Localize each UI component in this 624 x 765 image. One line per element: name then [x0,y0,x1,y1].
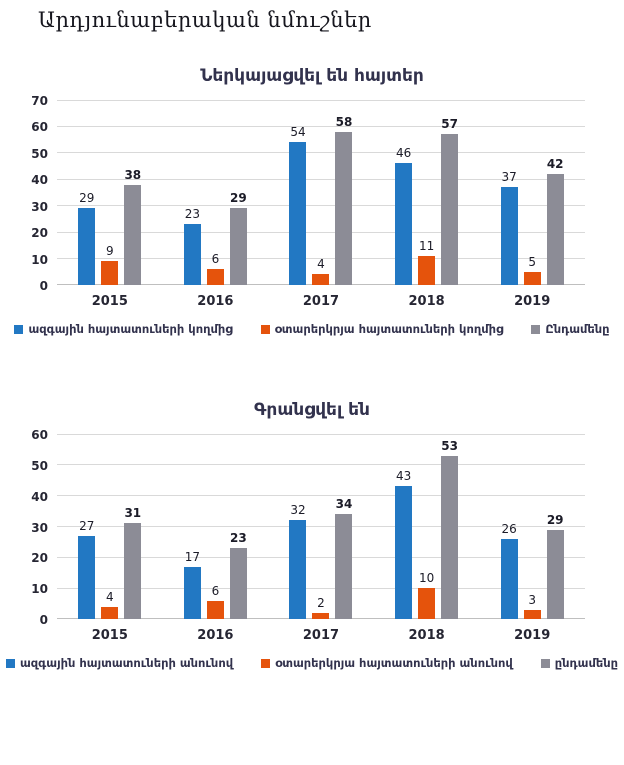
page-title: Արդյունաբերական նմուշներ [38,8,372,32]
bar-group-2016 [184,191,247,285]
bar-with-label [441,439,458,619]
x-axis-label-2019: 2019 [514,294,551,309]
x-axis-label-2015: 2015 [91,628,128,643]
bar-value-label: 10 [418,571,435,586]
y-axis-tick-label: 10 [31,252,48,267]
legend-registered [0,656,624,670]
legend-applications [0,322,624,336]
bar-value-label: 38 [124,167,142,182]
bar-with-label [230,191,247,285]
legend-label: օտարերկրյա հայտատուների կողմից [274,322,504,336]
bar [501,539,518,619]
bar [335,514,352,619]
x-axis-label-2019: 2019 [514,628,551,643]
x-axis-label-2016: 2016 [197,628,234,643]
y-axis-tick-label: 0 [39,279,48,293]
bar-value-label: 53 [441,438,458,453]
bar-value-label: 5 [528,254,536,269]
chart-applications-filed [0,66,624,336]
bar-group-2015 [78,506,141,619]
bar [207,601,224,620]
bar-with-label [101,590,118,619]
y-axis-tick-label: 40 [31,173,48,188]
bar-value-label: 29 [79,191,95,206]
bar [524,272,541,285]
y-axis-tick-label: 70 [31,94,48,108]
bar-value-label: 46 [395,146,412,161]
legend-swatch-icon [541,659,550,668]
bar [184,567,201,619]
gridline [57,495,585,496]
bar [101,607,118,619]
bar-value-label: 2 [317,595,325,610]
bar [289,142,306,285]
legend-swatch-icon [531,325,540,334]
bar-with-label [124,506,141,619]
bar-with-label [184,207,201,285]
bar-value-label: 4 [317,257,325,272]
bar-value-label: 37 [501,170,517,185]
gridline [57,434,585,435]
bar-with-label [501,170,518,285]
legend-item [261,322,504,336]
legend-item [6,656,233,670]
bar-group-2018 [395,117,458,285]
bar [441,134,458,285]
bar-group-2018 [395,439,458,619]
bar-with-label [289,503,306,619]
bar [101,261,118,285]
bar [524,610,541,619]
bar-with-label [78,519,95,619]
bar-with-label [312,257,329,285]
bar [312,274,329,285]
bar-value-label: 4 [105,589,114,604]
y-axis-tick-label: 30 [31,199,48,214]
bar-with-label [501,522,518,619]
x-axis-label-2017: 2017 [302,294,340,309]
bar [78,208,95,285]
bar-value-label: 27 [79,518,95,533]
bar-with-label [524,255,541,285]
bar-group-2019 [501,513,564,619]
bar-value-label: 6 [211,252,220,267]
bar-value-label: 31 [124,506,142,521]
legend-label: Ընդամենը [545,322,610,336]
y-axis-tick-label: 60 [31,120,48,135]
bar-with-label [418,239,435,285]
bar [441,456,458,619]
bar-value-label: 34 [335,497,353,512]
bar [335,132,352,285]
legend-item [541,656,618,670]
bar [418,256,435,285]
bar [184,224,201,285]
bar-group-2017 [289,497,352,619]
bar-value-label: 3 [528,592,536,607]
y-axis-tick-label: 20 [31,551,48,566]
bar-with-label [335,115,352,285]
bar [230,548,247,619]
bar [547,174,564,285]
bar-with-label [395,469,412,619]
bar [395,486,412,619]
bar-with-label [289,125,306,285]
legend-label: ընդամենը [554,656,618,670]
bar-value-label: 54 [290,125,306,140]
x-axis-label-2018: 2018 [408,294,445,309]
bar-with-label [524,593,541,619]
bar [124,185,141,285]
bar-value-label: 57 [441,117,458,132]
gridline [57,100,585,101]
bar-with-label [184,550,201,619]
bar-group-2017 [289,115,352,285]
legend-swatch-icon [261,659,270,668]
bar-group-2016 [184,531,247,619]
bar [78,536,95,619]
bar [124,523,141,619]
bar-with-label [78,191,95,285]
x-axis-label-2015: 2015 [91,294,128,309]
y-axis-tick-label: 10 [31,582,48,597]
bar [289,520,306,619]
bar-value-label: 26 [501,521,517,536]
bar-group-2015 [78,168,141,285]
bar-with-label [207,252,224,285]
legend-swatch-icon [14,325,23,334]
bar [501,187,518,285]
chart-title-registered: Գրանցվել են [254,400,370,420]
x-axis-label-2017: 2017 [302,628,340,643]
plot-area-registered [31,428,585,627]
bar-value-label: 11 [418,238,435,253]
y-axis-tick-label: 40 [31,489,48,504]
bar-with-label [547,513,564,619]
chart-registered [0,400,624,670]
x-axis-labels-registered [57,619,585,643]
y-axis-tick-label: 60 [31,428,48,442]
bar [418,588,435,619]
y-axis-tick-label: 50 [31,458,48,473]
bar-value-label: 9 [105,244,114,259]
bar-group-2019 [501,157,564,285]
bar-value-label: 58 [335,114,353,129]
bar [312,613,329,619]
y-axis-tick-label: 30 [31,520,48,535]
bar [547,530,564,619]
bar [230,208,247,285]
bar [395,163,412,285]
legend-item [531,322,609,336]
bar-value-label: 43 [395,469,412,484]
bar-with-label [395,146,412,285]
bar-value-label: 23 [184,207,201,222]
bar-value-label: 17 [184,549,201,564]
legend-label: ազգային հայտատուների կողմից [28,322,233,336]
plot-area-applications [31,94,585,293]
bar-with-label [124,168,141,285]
bar-with-label [207,584,224,620]
bar-value-label: 29 [546,512,564,527]
bar-with-label [547,157,564,285]
bar-value-label: 42 [546,157,564,171]
x-axis-label-2016: 2016 [197,294,234,309]
y-axis-tick-label: 20 [31,226,48,241]
x-axis-labels-applications [57,285,585,309]
bar-with-label [418,571,435,619]
bar-value-label: 23 [230,531,247,546]
bar-with-label [230,531,247,619]
bar-with-label [101,244,118,285]
legend-label: ազգային հայտատուների անունով [19,656,234,670]
legend-label: օտարերկրյա հայտատուների անունով [275,656,513,670]
legend-swatch-icon [261,325,270,334]
bar-with-label [441,117,458,285]
bar-with-label [335,497,352,619]
gridline [57,464,585,465]
y-axis-tick-label: 0 [39,613,48,627]
chart-title-applications: Ներկայացվել են հայտեր [200,66,424,86]
legend-swatch-icon [6,659,15,668]
legend-item [261,656,513,670]
y-axis-tick-label: 50 [31,146,48,161]
bar-with-label [312,596,329,619]
bar [207,269,224,285]
bar-value-label: 6 [211,583,220,598]
bar-value-label: 32 [290,503,306,518]
x-axis-label-2018: 2018 [408,628,445,643]
bar-value-label: 29 [230,191,247,206]
legend-item [14,322,232,336]
